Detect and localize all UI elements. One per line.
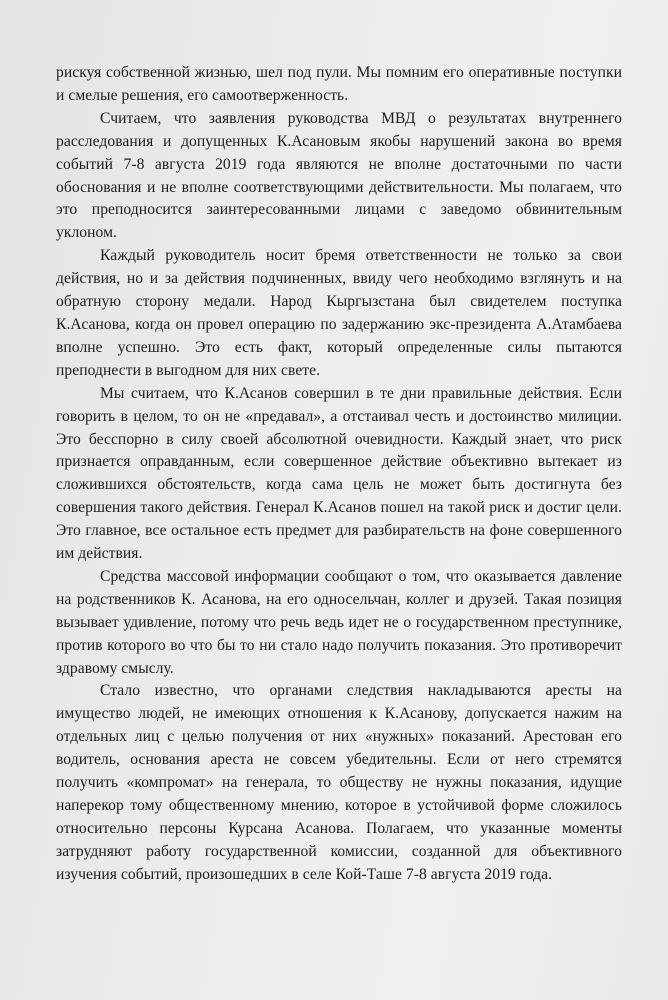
paragraph-mvd-statements: Считаем, что заявления руководства МВД о результатах внутреннего расследования и допущенных К.Асановым якобы нарушений закона во время событий 7-8 августа 2019 года являются не вполне достаточными по части обоснования и не вполне соответствующими действительности. Мы полагаем, что это преподносится заинтересованными лицами с заведомо обвинительным уклоном. — [56, 109, 622, 242]
paragraph-responsibility: Каждый руководитель носит бремя ответственности не только за свои действия, но и за действия подчиненных, ввиду чего необходимо взглянуть и на обратную сторону медали. Народ Кыргызстана был свидетелем поступка К.Асанова, когда он провел операцию по задержанию экс-президента А.Атамбаева вполне успешно. Это есть факт, который определенные силы пытаются преподнести в выгодном для них свете. — [56, 247, 622, 379]
document-body — [56, 62, 622, 887]
paragraph-justified-risk: Мы считаем, что К.Асанов совершил в те дни правильные действия. Если говорить в целом, то он не «предавал», а отстаивал честь и достоинство милиции. Это бесспорно в силу своей абсолютной очевидности. Каждый знает, что риск признается оправданным, если совершенное действие объективно вытекает из сложившихся обстоятельств, когда сама цель не может быть достигнута без совершения такого действия. Генерал К.Асанов пошел на такой риск и достиг цели. Это главное, все остальное есть предмет для разбирательств на фоне совершенного им действия. — [56, 384, 622, 563]
paragraph-continuation: рискуя собственной жизнью, шел под пули. Мы помним его оперативные поступки и смелые решения, его самоотверженность. — [56, 64, 622, 104]
paragraph-media-pressure: Средства массовой информации сообщают о том, что оказывается давление на родственников К. Асанова, на его односельчан, коллег и друзей. Такая позиция вызывает удивление, потому что речь ведь идет не о государственном преступнике, против которого во что бы то ни стало надо получить показания. Это противоречит здравому смыслу. — [56, 567, 622, 677]
paragraph-investigation-arrests: Стало известно, что органами следствия накладываются аресты на имущество людей, не имеющих отношения к К.Асанову, допускается нажим на отдельных лиц с целью получения от них «нужных» показаний. Арестован его водитель, основания ареста не совсем убедительны. Если от него стремятся получить «компромат» на генерала, то обществу не нужны показания, идущие наперекор тому общественному мнению, которое в устойчивой форме сложилось относительно персоны Курсана Асанова. Полагаем, что указанные моменты затрудняют работу государственной комиссии, созданной для объективного изучения событий, произошедших в селе Кой-Таше 7-8 августа 2019 года. — [56, 682, 622, 883]
